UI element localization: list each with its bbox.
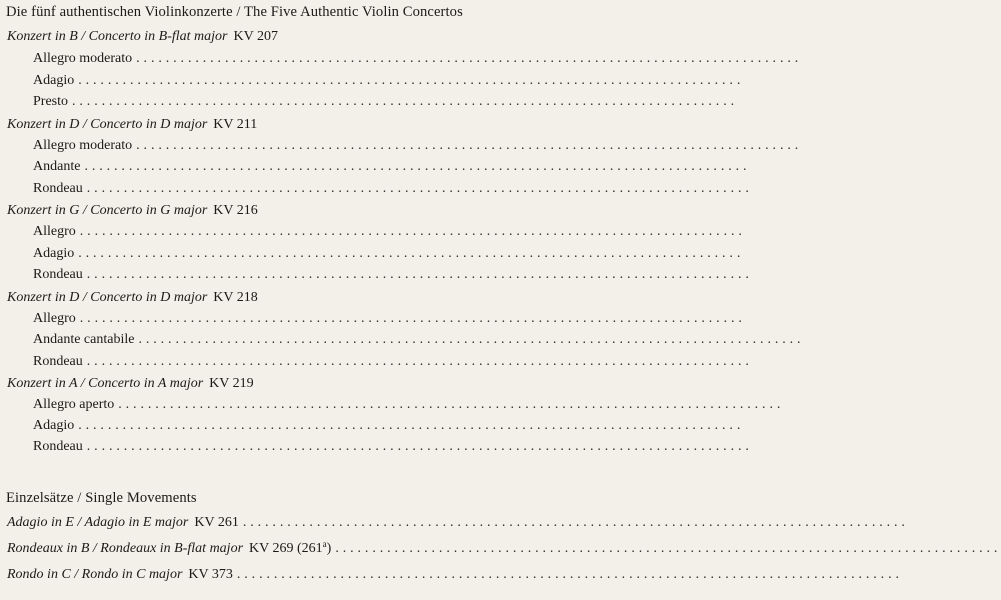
- dot-leader: ..........................................................................................: [86, 439, 753, 454]
- work-title-kv211: [7, 115, 565, 135]
- dot-leader: ..........................................................................................: [79, 224, 746, 239]
- dot-leader: ..........................................................................................: [335, 541, 1001, 556]
- work-title: Rondo in C / Rondo in C major: [7, 567, 183, 582]
- movement-row: [33, 416, 745, 436]
- dot-leader: ..........................................................................................: [78, 73, 745, 88]
- work-title: Konzert in B / Concerto in B-flat major: [7, 29, 228, 44]
- dot-leader: ..........................................................................................: [118, 397, 785, 412]
- movement-row: [33, 330, 805, 350]
- kv-number: KV 211: [213, 117, 258, 132]
- dot-leader: ..........................................................................................: [86, 267, 753, 282]
- movement-label: Adagio: [33, 73, 75, 88]
- kv-number: KV 218: [213, 290, 258, 305]
- work-title: Konzert in D / Concerto in D major: [7, 117, 208, 132]
- movement-row: [33, 92, 738, 112]
- work-title: Rondeaux in B / Rondeaux in B-flat major: [7, 541, 244, 556]
- dot-leader: ..........................................................................................: [86, 181, 753, 196]
- work-title-kv218: [7, 288, 565, 308]
- movement-label: Adagio: [33, 246, 75, 261]
- movement-row: [33, 222, 746, 242]
- dot-leader: ..........................................................................................: [78, 418, 745, 433]
- work-title: Konzert in G / Concerto in G major: [7, 203, 208, 218]
- kv-number: KV 373: [188, 567, 233, 582]
- kv-close: ): [326, 541, 332, 556]
- dot-leader: ..........................................................................................: [72, 94, 738, 109]
- movement-label: Allegro: [33, 224, 76, 239]
- movement-row: [33, 136, 803, 156]
- dot-leader: ..........................................................................................: [86, 354, 753, 369]
- movement-label: Rondeau: [33, 267, 83, 282]
- dot-leader: ..........................................................................................: [136, 51, 803, 66]
- movement-row: [33, 179, 753, 199]
- movement-label: Andante: [33, 159, 81, 174]
- movement-label: Rondeau: [33, 181, 83, 196]
- single-movement-kv269: [7, 539, 1001, 559]
- movement-label: Presto: [33, 94, 68, 109]
- movement-row: [33, 244, 745, 264]
- movement-row: [33, 437, 753, 457]
- movement-row: [33, 352, 753, 372]
- movement-label: Allegro moderato: [33, 51, 133, 66]
- movement-row: [33, 157, 751, 177]
- movement-row: [33, 395, 785, 415]
- movement-label: Allegro aperto: [33, 397, 115, 412]
- dot-leader: ..........................................................................................: [236, 567, 903, 582]
- movement-row: [33, 265, 753, 285]
- section-heading-concertos: Die fünf authentischen Violinkonzerte / The Five Authentic Violin Concertos: [6, 4, 463, 20]
- movement-row: [33, 309, 746, 329]
- dot-leader: ..........................................................................................: [84, 159, 751, 174]
- movement-label: Allegro: [33, 311, 76, 326]
- work-title: Konzert in D / Concerto in D major: [7, 290, 208, 305]
- single-movement-kv373: [7, 565, 903, 585]
- kv-number: [249, 541, 331, 556]
- single-movement-entry: [7, 513, 239, 533]
- work-title: Konzert in A / Concerto in A major: [7, 376, 204, 391]
- single-movement-entry: [7, 565, 233, 585]
- movement-label: Adagio: [33, 418, 75, 433]
- dot-leader: ..........................................................................................: [79, 311, 746, 326]
- movement-label: Andante cantabile: [33, 332, 135, 347]
- single-movement-entry: [7, 539, 331, 559]
- single-movement-kv261: [7, 513, 909, 533]
- dot-leader: ..........................................................................................: [136, 138, 803, 153]
- movement-label: Rondeau: [33, 439, 83, 454]
- section-heading-single-movements: Einzelsätze / Single Movements: [6, 490, 197, 506]
- movement-label: Allegro moderato: [33, 138, 133, 153]
- kv-main: KV 269 (261: [249, 541, 323, 556]
- work-title-kv219: [7, 374, 565, 394]
- kv-number: KV 216: [213, 203, 258, 218]
- dot-leader: ..........................................................................................: [242, 515, 909, 530]
- movement-row: [33, 49, 803, 69]
- kv-number: KV 207: [233, 29, 278, 44]
- dot-leader: ..........................................................................................: [138, 332, 805, 347]
- movement-row: [33, 71, 745, 91]
- work-title-kv207: [7, 27, 565, 47]
- kv-number: KV 261: [194, 515, 239, 530]
- movement-label: Rondeau: [33, 354, 83, 369]
- kv-number: KV 219: [209, 376, 254, 391]
- dot-leader: ..........................................................................................: [78, 246, 745, 261]
- work-title: Adagio in E / Adagio in E major: [7, 515, 189, 530]
- kv-superscript: a: [322, 539, 327, 549]
- work-title-kv216: [7, 201, 565, 221]
